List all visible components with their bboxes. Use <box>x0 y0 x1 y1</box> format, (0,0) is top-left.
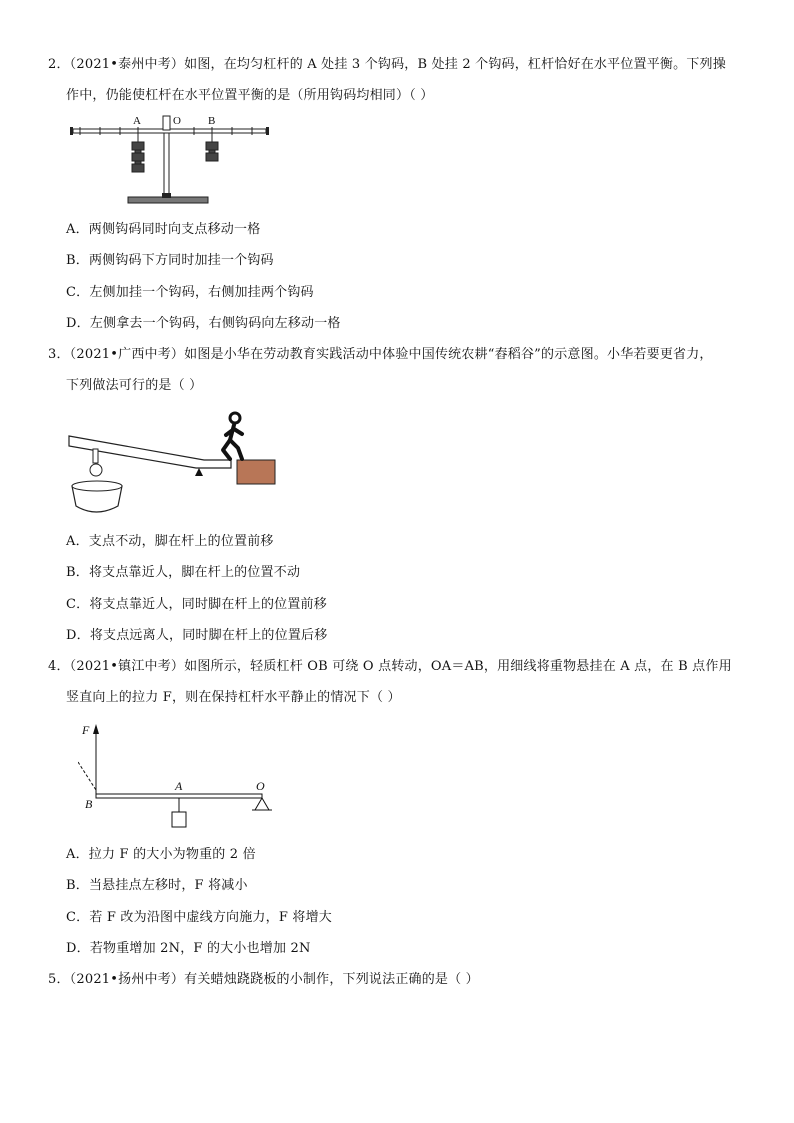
hanging-weight <box>172 812 186 827</box>
pestle <box>90 449 102 476</box>
q4-option-c: C．若 F 改为沿图中虚线方向施力，F 将增大 <box>66 910 332 925</box>
q4-stem-line1: 4．（2021•镇江中考）如图所示，轻质杠杆 OB 可绕 O 点转动，OA＝AB，用细线将重物悬挂在 A 点，在 B 点作用 <box>48 659 732 674</box>
q3-option-c: C．将支点靠近人，同时脚在杆上的位置前移 <box>66 597 327 612</box>
label-a: A <box>133 115 141 127</box>
person <box>223 413 242 459</box>
label-b: B <box>85 797 93 811</box>
weights-b <box>206 133 218 161</box>
q3-option-d: D．将支点远离人，同时脚在杆上的位置后移 <box>66 628 328 643</box>
q5-stem-line1: 5．（2021•扬州中考）有关蜡烛跷跷板的小制作，下列说法正确的是（ ） <box>48 972 479 987</box>
q2-option-b: B．两侧钩码下方同时加挂一个钩码 <box>66 253 274 268</box>
label-o: O <box>256 779 265 793</box>
q2-option-d: D．左侧拿去一个钩码，右侧钩码向左移动一格 <box>66 316 341 331</box>
q3-stem-line2: 下列做法可行的是（ ） <box>66 378 203 393</box>
q4-option-b: B．当悬挂点左移时，F 将减小 <box>66 878 248 893</box>
q4-lever-figure <box>78 718 278 833</box>
stand-post <box>164 133 169 197</box>
fulcrum <box>195 468 203 476</box>
label-a: A <box>175 779 183 793</box>
q4-option-a: A．拉力 F 的大小为物重的 2 倍 <box>66 847 256 862</box>
dashed-force-direction <box>78 762 96 790</box>
platform-box <box>237 460 275 484</box>
q4-option-d: D．若物重增加 2N，F 的大小也增加 2N <box>66 941 311 956</box>
q4-stem-line2: 竖直向上的拉力 F，则在保持杠杆水平静止的情况下（ ） <box>66 690 401 705</box>
q3-option-a: A．支点不动，脚在杆上的位置前移 <box>66 534 274 549</box>
q3-rice-pounding-figure <box>66 408 286 520</box>
label-b: B <box>208 115 216 127</box>
label-o: O <box>173 115 181 127</box>
q2-option-c: C．左侧加挂一个钩码，右侧加挂两个钩码 <box>66 285 314 300</box>
q2-option-a: A．两侧钩码同时向支点移动一格 <box>66 222 261 237</box>
q3-option-b: B．将支点靠近人，脚在杆上的位置不动 <box>66 565 301 580</box>
label-f: F <box>82 723 90 737</box>
q2-lever-figure <box>70 112 275 212</box>
q3-stem-line1: 3．（2021•广西中考）如图是小华在劳动教育实践活动中体验中国传统农耕“舂稻谷”的示意图。小华若要更省力， <box>48 347 713 362</box>
q2-stem-line1: 2．（2021•泰州中考）如图，在均匀杠杆的 A 处挂 3 个钩码，B 处挂 2 个钩码，杠杆恰好在水平位置平衡。下列操 <box>48 57 726 72</box>
lever-ob <box>96 794 262 798</box>
q2-stem-line2: 作中，仍能使杠杆在水平位置平衡的是（所用钩码均相同）（ ） <box>66 88 434 103</box>
pivot-o <box>255 798 269 810</box>
pivot-block <box>163 116 170 130</box>
weights-a <box>132 133 144 172</box>
